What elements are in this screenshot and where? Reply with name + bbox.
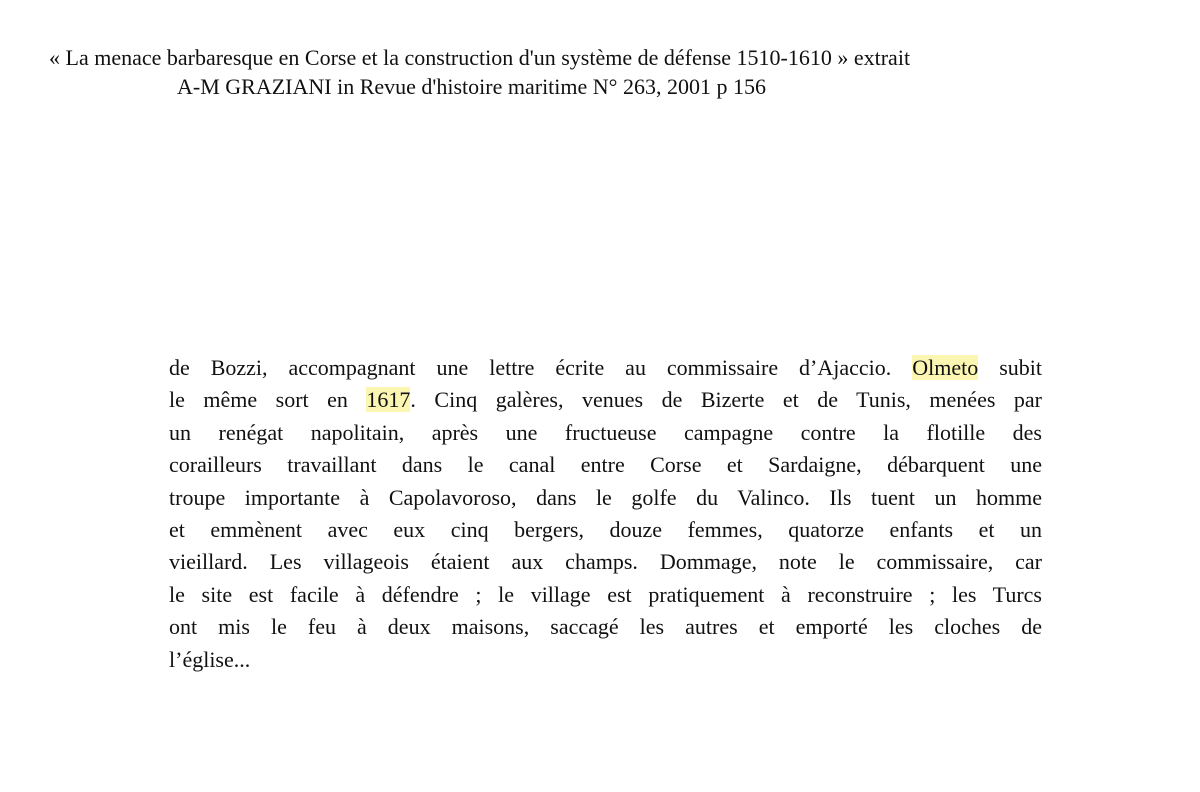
excerpt-line: l’église...: [169, 646, 251, 672]
excerpt-line: [169, 352, 1042, 384]
excerpt-line: et emmènent avec eux cinq bergers, douze femmes, quatorze enfants et un: [169, 516, 1042, 542]
excerpt-line: troupe importante à Capolavoroso, dans le golfe du Valinco. Ils tuent un homme: [169, 484, 1042, 510]
citation-title-line: « La menace barbaresque en Corse et la construction d'un système de défense 1510-1610 » extrait: [49, 45, 911, 70]
excerpt-text: de Bozzi, accompagnant une lettre écrite au commissaire d’Ajaccio.: [169, 355, 913, 380]
excerpt-text: . Cinq galères, venues de Bizerte et de Tunis, menées par: [410, 387, 1042, 413]
excerpt-line: ont mis le feu à deux maisons, saccagé les autres et emporté les cloches de: [169, 614, 1042, 640]
highlight-place-name: Olmeto: [912, 355, 979, 380]
excerpt-text: le même sort en: [169, 387, 367, 413]
excerpt-line: un renégat napolitain, après une fructueuse campagne contre la flotille des: [169, 419, 1042, 445]
excerpt-line: [169, 384, 1042, 416]
excerpt-text: subit: [978, 355, 1042, 380]
excerpt-line: le site est facile à défendre ; le village est pratiquement à reconstruire ; les Turcs: [169, 581, 1042, 607]
excerpt-line: corailleurs travaillant dans le canal entre Corse et Sardaigne, débarquent une: [169, 452, 1042, 478]
excerpt-paragraph: [169, 352, 1042, 676]
citation-source-line: A-M GRAZIANI in Revue d'histoire maritime N° 263, 2001 p 156: [177, 74, 766, 99]
excerpt-line: vieillard. Les villageois étaient aux champs. Dommage, note le commissaire, car: [169, 549, 1042, 575]
highlight-year: 1617: [366, 387, 411, 413]
